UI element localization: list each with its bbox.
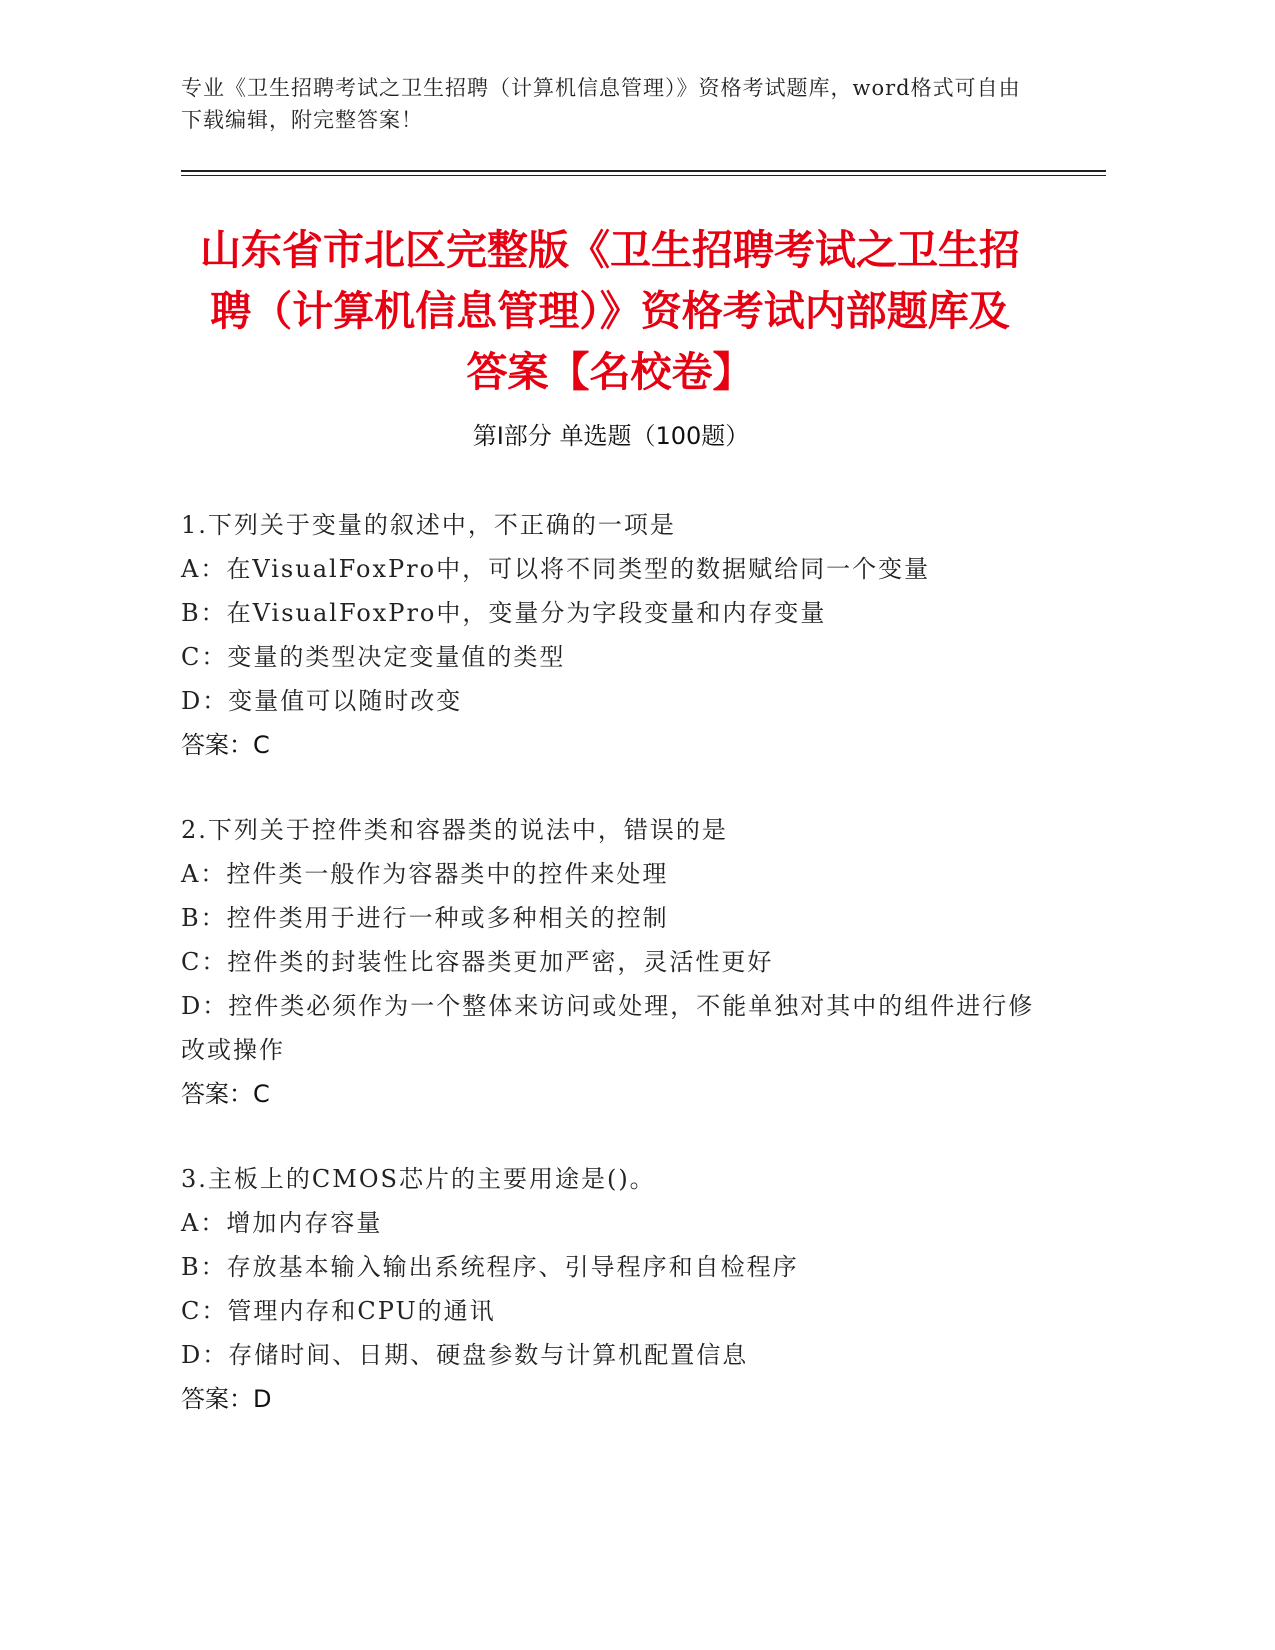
option-a: A：增加内存容量 [181,1209,383,1237]
answer-value: C [253,731,270,759]
answer-line [181,723,1041,767]
option-b: B：在VisualFoxPro中，变量分为字段变量和内存变量 [181,599,827,627]
answer-label: 答案： [181,1080,253,1108]
question-3 [181,1157,1041,1421]
option-c: C：控件类的封装性比容器类更加严密，灵活性更好 [181,948,774,976]
section-title: 第Ⅰ部分 单选题（100题） [472,422,750,450]
option-c: C：变量的类型决定变量值的类型 [181,643,566,671]
answer-line [181,1072,1041,1116]
option-d: D：存储时间、日期、硬盘参数与计算机配置信息 [181,1341,749,1369]
document-title: 山东省市北区完整版《卫生招聘考试之卫生招聘（计算机信息管理）》资格考试内部题库及答案【名校卷】 [200,226,1020,396]
option-a: A：控件类一般作为容器类中的控件来处理 [181,860,669,888]
header-note: 专业《卫生招聘考试之卫生招聘（计算机信息管理）》资格考试题库，word格式可自由下载编辑，附完整答案！ [181,76,1021,132]
answer-value: D [253,1385,272,1413]
answer-label: 答案： [181,731,253,759]
option-c: C：管理内存和CPU的通讯 [181,1297,496,1325]
header-divider-thick [181,170,1106,172]
answer-label: 答案： [181,1385,253,1413]
question-1 [181,503,1041,767]
answer-value: C [253,1080,270,1108]
option-b: B：控件类用于进行一种或多种相关的控制 [181,904,669,932]
answer-line [181,1377,1041,1421]
question-2 [181,808,1041,1116]
option-a: A：在VisualFoxPro中，可以将不同类型的数据赋给同一个变量 [181,555,931,583]
question-stem: 2.下列关于控件类和容器类的说法中，错误的是 [181,816,728,844]
option-b: B：存放基本输入输出系统程序、引导程序和自检程序 [181,1253,799,1281]
question-stem: 1.下列关于变量的叙述中，不正确的一项是 [181,511,676,539]
header-divider-thin [181,175,1106,176]
option-d: D：控件类必须作为一个整体来访问或处理，不能单独对其中的组件进行修改或操作 [181,992,1035,1064]
option-d: D：变量值可以随时改变 [181,687,463,715]
question-stem: 3.主板上的CMOS芯片的主要用途是()。 [181,1165,656,1193]
